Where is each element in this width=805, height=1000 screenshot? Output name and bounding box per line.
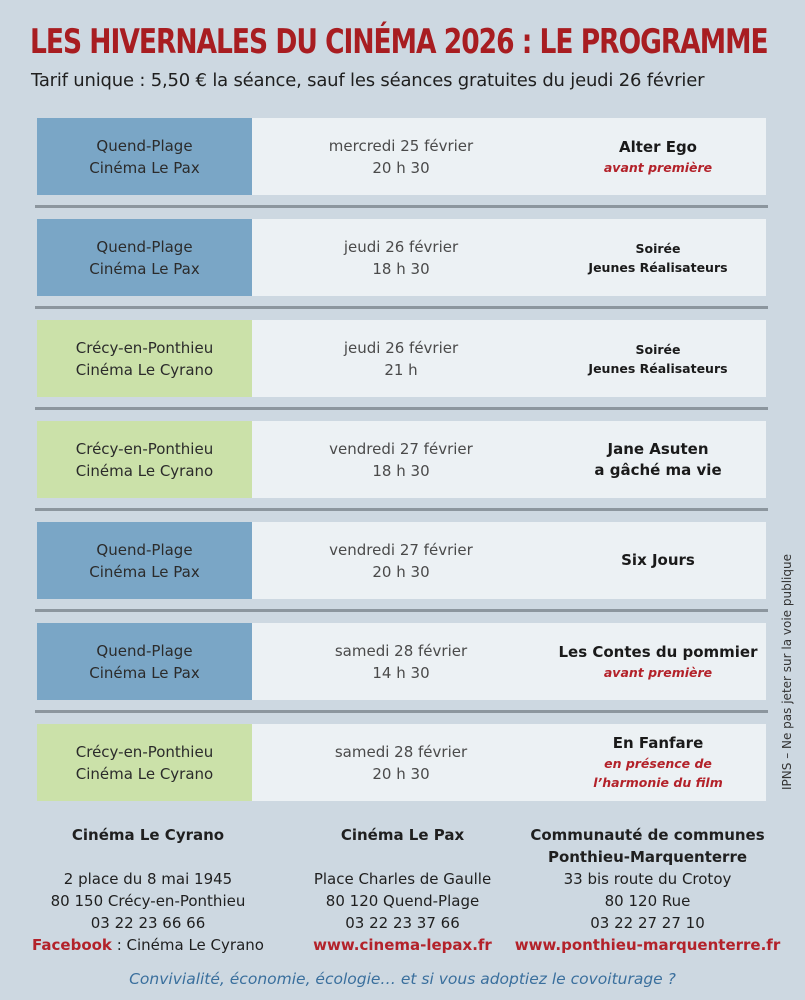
contact-communaute (510, 824, 785, 956)
datetime-cell (252, 320, 550, 397)
film-title: Les Contes du pommier (558, 642, 758, 661)
session-row (37, 219, 766, 296)
session-date: samedi 28 février (334, 641, 468, 660)
venue-city: Quend-Plage (96, 237, 193, 256)
film-title: Jane Asuten (607, 439, 709, 458)
film-note: avant première (603, 159, 713, 175)
film-cell (550, 219, 766, 296)
film-note: avant première (603, 664, 713, 680)
venue-cinema: Cinéma Le Pax (89, 562, 200, 581)
ipns-side-text: IPNS – Ne pas jeter sur la voie publique (780, 554, 794, 790)
film-title-line2: Jeunes Réalisateurs (588, 259, 728, 275)
film-cell (550, 724, 766, 801)
contact-city: 80 120 Quend-Plage (325, 892, 480, 910)
contact-phone: 03 22 23 66 66 (90, 914, 206, 932)
facebook-page: : Cinéma Le Cyrano (111, 936, 264, 954)
session-row (37, 320, 766, 397)
venue-cell (37, 118, 252, 195)
film-title: Alter Ego (618, 137, 697, 156)
session-row (37, 724, 766, 801)
venue-cell (37, 219, 252, 296)
film-cell (550, 421, 766, 498)
contact-address: Place Charles de Gaulle (313, 870, 492, 888)
film-cell (550, 522, 766, 599)
datetime-cell (252, 522, 550, 599)
price-subtitle: Tarif unique : 5,50 € la séance, sauf les séances gratuites du jeudi 26 février (31, 70, 705, 91)
contact-pax (290, 824, 515, 956)
datetime-cell (252, 623, 550, 700)
session-date: vendredi 27 février (329, 540, 473, 559)
session-time: 20 h 30 (372, 562, 430, 581)
venue-cinema: Cinéma Le Pax (89, 663, 200, 682)
venue-cinema: Cinéma Le Cyrano (75, 360, 214, 379)
row-divider (35, 407, 768, 410)
row-divider (35, 609, 768, 612)
contact-phone: 03 22 23 37 66 (345, 914, 460, 932)
session-time: 20 h 30 (372, 764, 430, 783)
venue-cell (37, 522, 252, 599)
contact-phone: 03 22 27 27 10 (590, 914, 705, 932)
film-title-line2: Jeunes Réalisateurs (588, 360, 728, 376)
session-row (37, 118, 766, 195)
website-link[interactable]: www.ponthieu-marquenterre.fr (514, 936, 781, 954)
film-title: Soirée (635, 341, 681, 357)
session-row (37, 421, 766, 498)
contact-address: 2 place du 8 mai 1945 (63, 870, 233, 888)
contact-city: 80 150 Crécy-en-Ponthieu (50, 892, 246, 910)
session-date: jeudi 26 février (343, 237, 459, 256)
datetime-cell (252, 118, 550, 195)
contact-address: 33 bis route du Crotoy (563, 870, 732, 888)
venue-city: Crécy-en-Ponthieu (75, 439, 214, 458)
venue-city: Quend-Plage (96, 540, 193, 559)
venue-cinema: Cinéma Le Cyrano (75, 764, 214, 783)
session-time: 14 h 30 (372, 663, 430, 682)
venue-cinema: Cinéma Le Pax (89, 158, 200, 177)
film-cell (550, 623, 766, 700)
contact-city: 80 120 Rue (604, 892, 691, 910)
film-title: Soirée (635, 240, 681, 256)
venue-cell (37, 320, 252, 397)
venue-cinema: Cinéma Le Pax (89, 259, 200, 278)
venue-cell (37, 421, 252, 498)
datetime-cell (252, 724, 550, 801)
contact-name: Communauté de communes (530, 826, 765, 844)
venue-city: Crécy-en-Ponthieu (75, 742, 214, 761)
session-date: jeudi 26 février (343, 338, 459, 357)
venue-city: Quend-Plage (96, 641, 193, 660)
contact-name: Cinéma Le Pax (340, 826, 465, 844)
session-time: 20 h 30 (372, 158, 430, 177)
session-row (37, 623, 766, 700)
film-title: En Fanfare (612, 734, 704, 752)
film-note-line2: l’harmonie du film (593, 775, 723, 790)
facebook-line (28, 934, 268, 956)
session-date: mercredi 25 février (328, 136, 474, 155)
film-title: Six Jours (621, 551, 695, 569)
session-date: samedi 28 février (334, 742, 468, 761)
row-divider (35, 508, 768, 511)
session-date: vendredi 27 février (329, 439, 473, 458)
session-row (37, 522, 766, 599)
facebook-link[interactable]: Facebook (32, 936, 112, 954)
venue-cinema: Cinéma Le Cyrano (75, 461, 214, 480)
row-divider (35, 306, 768, 309)
contact-cyrano (28, 824, 268, 956)
venue-cell (37, 724, 252, 801)
carpool-footer: Convivialité, économie, écologie… et si vous adoptiez le covoiturage ? (129, 970, 676, 988)
film-title-line2: a gâché ma vie (594, 460, 722, 479)
film-cell (550, 320, 766, 397)
session-time: 18 h 30 (372, 259, 430, 278)
website-link[interactable]: www.cinema-lepax.fr (313, 936, 492, 954)
venue-cell (37, 623, 252, 700)
venue-city: Quend-Plage (96, 136, 193, 155)
row-divider (35, 710, 768, 713)
session-time: 18 h 30 (372, 461, 430, 480)
page-title: LES HIVERNALES DU CINÉMA 2026 : LE PROGRAMME (30, 22, 768, 62)
datetime-cell (252, 219, 550, 296)
contact-name-line2: Ponthieu-Marquenterre (547, 848, 748, 866)
venue-city: Crécy-en-Ponthieu (75, 338, 214, 357)
datetime-cell (252, 421, 550, 498)
film-note: en présence de (604, 756, 712, 771)
session-time: 21 h (384, 360, 418, 379)
contact-name: Cinéma Le Cyrano (71, 826, 225, 844)
row-divider (35, 205, 768, 208)
film-cell (550, 118, 766, 195)
